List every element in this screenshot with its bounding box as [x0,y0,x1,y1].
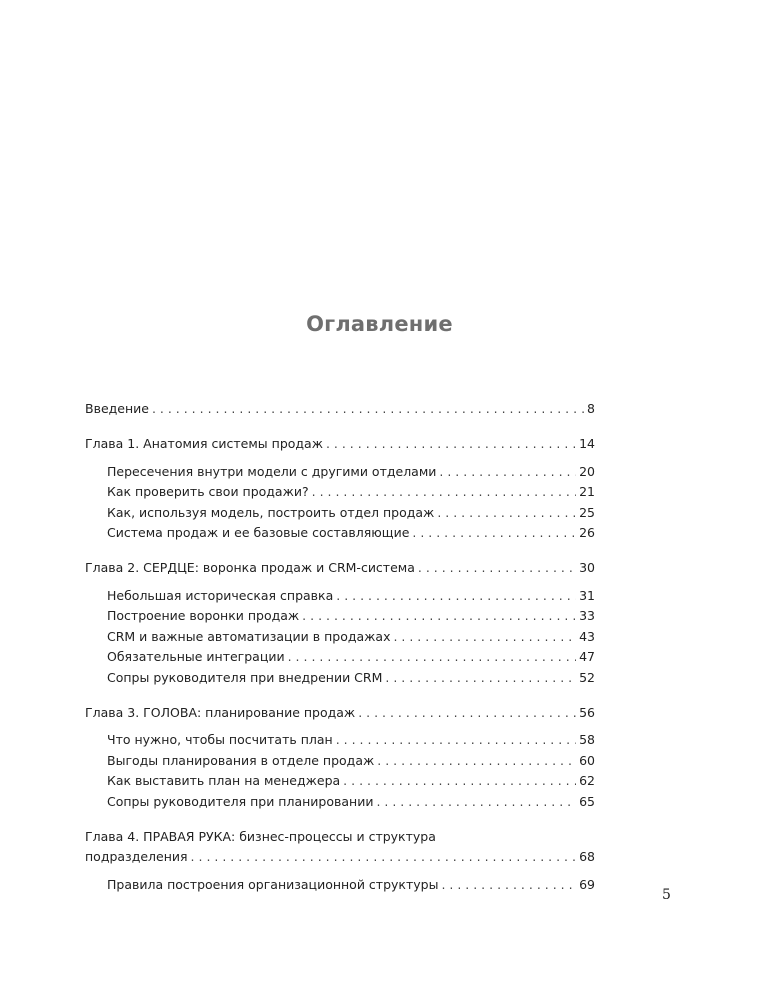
toc-entry-section[interactable] [85,647,595,668]
toc-entry-label: Введение [85,401,149,416]
dot-leader [412,523,576,544]
dot-leader [376,792,576,813]
toc-entry-label: CRM и важные автоматизации в продажах [107,628,391,644]
toc-entry-section[interactable] [85,751,595,772]
toc-entry-label: Глава 4. ПРАВАЯ РУКА: бизнес-процессы и структура [85,828,436,844]
toc-entry-label: Глава 3. ГОЛОВА: планирование продаж [85,704,356,720]
toc-entry-section[interactable] [85,627,595,648]
dot-leader [377,751,576,772]
toc-entry-section[interactable] [85,792,595,813]
toc-entry-page: 68 [579,849,595,864]
toc-entry-page: 65 [579,793,595,809]
toc-entry-label: Глава 2. СЕРДЦЕ: воронка продаж и CRM-система [85,560,415,575]
dot-leader [288,647,576,668]
toc-entry-page: 25 [579,504,595,520]
toc-entry-section[interactable] [85,523,595,544]
toc-entry-section[interactable] [85,875,595,896]
dot-leader [343,771,576,792]
toc-entry-chapter-2[interactable] [85,558,595,579]
toc-entry-page: 31 [579,587,595,603]
toc-entry-label: Глава 1. Анатомия системы продаж [85,436,323,451]
toc-entry-label: Что нужно, чтобы посчитать план [107,732,333,747]
toc-entry-page: 43 [579,628,595,644]
dot-leader [336,730,576,751]
toc-entry-page: 20 [579,463,595,479]
toc-entry-section[interactable] [85,503,595,524]
toc-entry-label: Как проверить свои продажи? [107,484,309,499]
dot-leader [152,399,584,420]
toc-entry-label: Как выставить план на менеджера [107,773,341,788]
table-of-contents [85,399,595,895]
toc-entry-page: 21 [579,484,595,499]
toc-entry-chapter-4-line-1[interactable] [85,827,595,848]
dot-leader [441,875,576,896]
dot-leader [302,606,576,627]
toc-entry-chapter-4-line-2[interactable] [85,847,595,868]
toc-entry-page: 58 [579,732,595,747]
toc-title: Оглавление [306,312,453,336]
dot-leader [418,558,576,579]
toc-entry-page: 14 [579,436,595,451]
toc-entry-label: Как, используя модель, построить отдел продаж [107,504,435,520]
toc-entry-label: Система продаж и ее базовые составляющие [107,525,410,540]
toc-entry-label: Правила построения организационной структуры [107,876,439,892]
dot-leader [312,482,576,503]
toc-entry-section[interactable] [85,668,595,689]
toc-entry-label: Сопры руководителя при планировании [107,793,374,809]
toc-entry-section[interactable] [85,606,595,627]
dot-leader [439,462,576,483]
toc-entry-page: 52 [579,669,595,685]
toc-entry-label: Пересечения внутри модели с другими отделами [107,463,437,479]
toc-entry-section[interactable] [85,462,595,483]
page-number: 5 [662,887,671,903]
toc-entry-page: 60 [579,752,595,768]
toc-entry-intro[interactable] [85,399,595,420]
toc-entry-label: Небольшая историческая справка [107,587,334,603]
toc-entry-chapter-1[interactable] [85,434,595,455]
dot-leader [358,703,576,724]
dot-leader [326,434,576,455]
toc-entry-page: 69 [579,876,595,892]
toc-entry-page: 47 [579,649,595,664]
toc-entry-page: 30 [579,560,595,575]
dot-leader [393,627,576,648]
toc-entry-label: Сопры руководителя при внедрении CRM [107,669,383,685]
dot-leader [437,503,576,524]
toc-entry-page: 26 [579,525,595,540]
toc-entry-page: 56 [579,704,595,720]
toc-entry-page: 62 [579,773,595,788]
toc-entry-label-continued: подразделения [85,849,188,864]
toc-entry-section[interactable] [85,730,595,751]
toc-entry-section[interactable] [85,586,595,607]
toc-entry-section[interactable] [85,771,595,792]
toc-entry-label: Обязательные интеграции [107,649,285,664]
dot-leader [385,668,576,689]
toc-entry-page: 33 [579,608,595,623]
toc-entry-label: Выгоды планирования в отделе продаж [107,752,375,768]
toc-entry-section[interactable] [85,482,595,503]
dot-leader [191,847,577,868]
toc-entry-page: 8 [587,401,595,416]
toc-entry-chapter-3[interactable] [85,703,595,724]
toc-entry-label: Построение воронки продаж [107,608,300,623]
dot-leader [336,586,576,607]
